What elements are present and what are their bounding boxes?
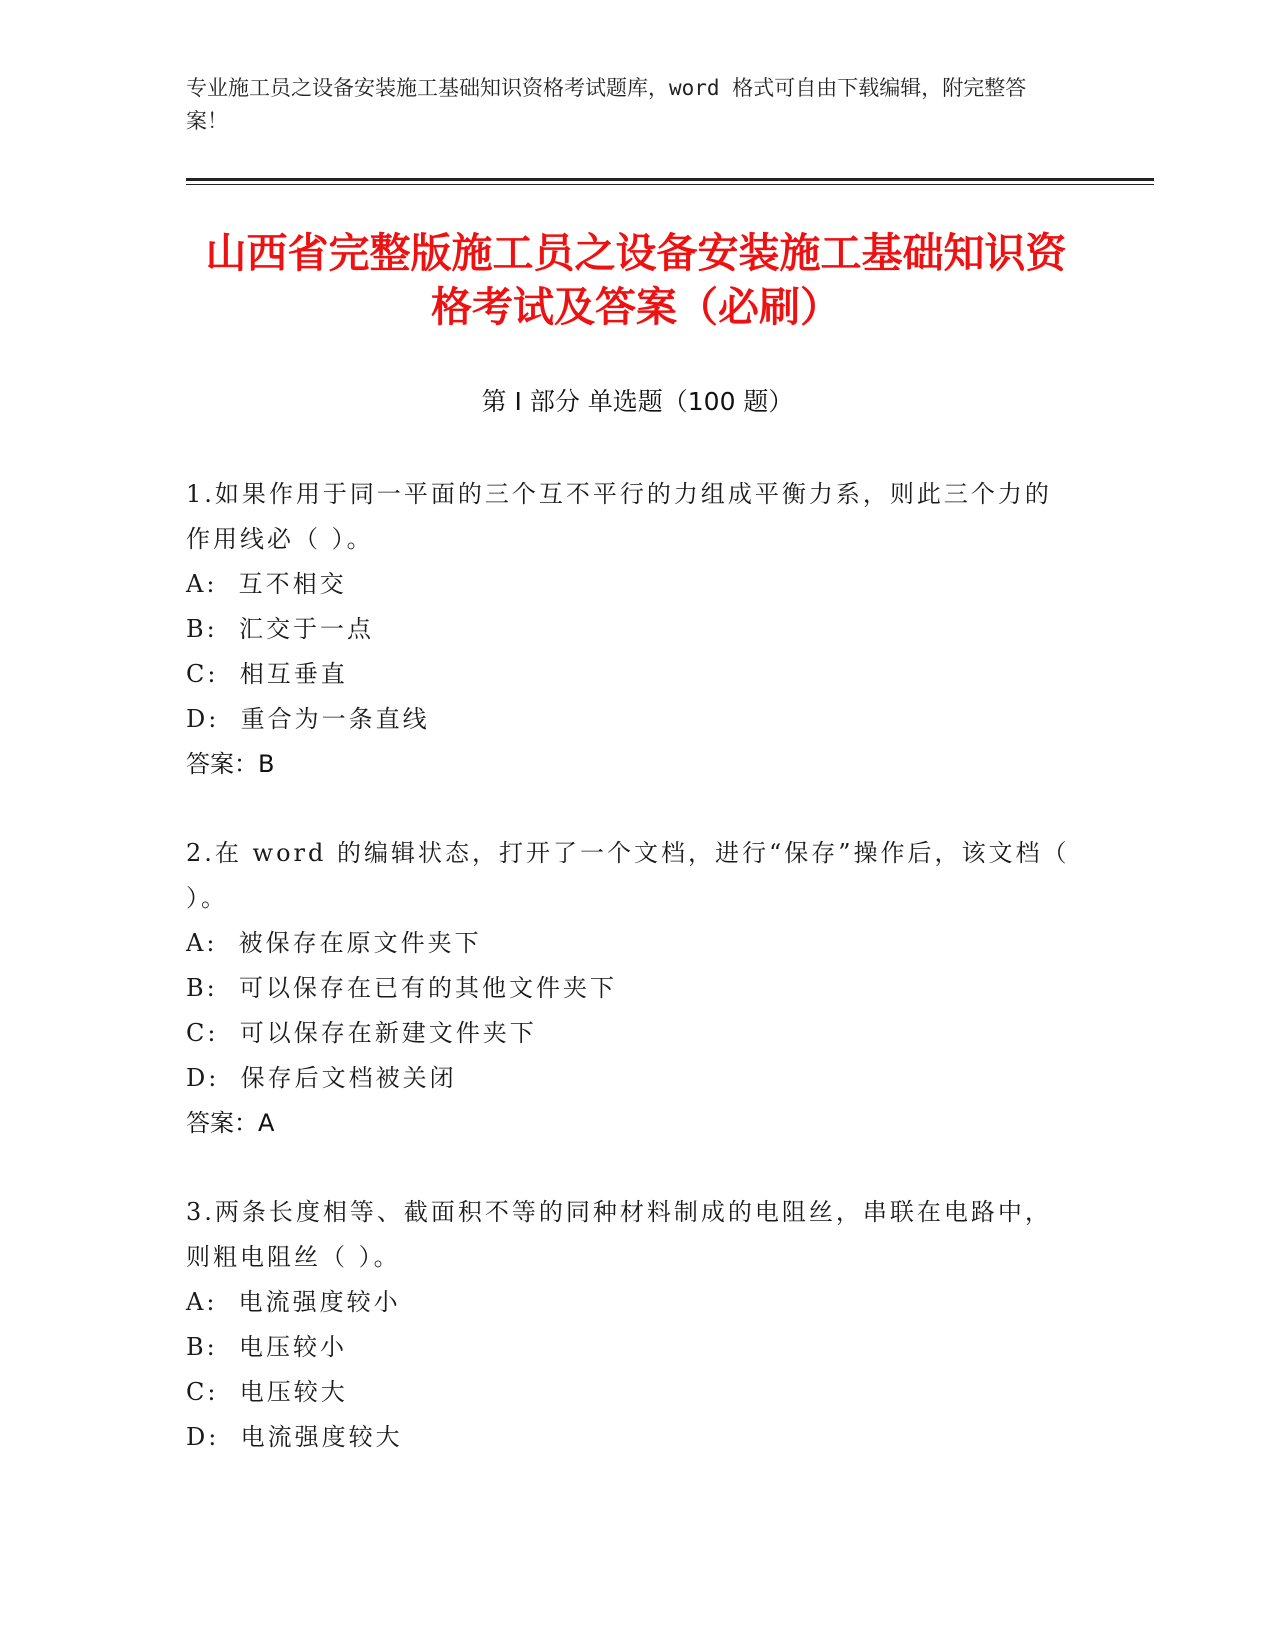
header-rule-thick — [186, 178, 1154, 181]
option-d: D: 保存后文档被关闭 — [186, 1064, 457, 1092]
header-rule-thin — [186, 184, 1154, 185]
option-c: C: 电压较大 — [186, 1378, 348, 1406]
question-3 — [186, 1190, 1076, 1460]
option-b: B: 电压较小 — [186, 1333, 347, 1361]
question-stem: 3.两条长度相等、截面积不等的同种材料制成的电阻丝，串联在电路中，则粗电阻丝（ ）。 — [186, 1198, 1052, 1271]
option-a: A: 被保存在原文件夹下 — [186, 929, 482, 957]
header-note: 专业施工员之设备安装施工基础知识资格考试题库，word 格式可自由下载编辑，附完整答案！ — [186, 76, 1027, 133]
option-d: D: 电流强度较大 — [186, 1423, 403, 1451]
option-c: C: 相互垂直 — [186, 660, 348, 688]
question-2 — [186, 831, 1076, 1146]
option-b: B: 可以保存在已有的其他文件夹下 — [186, 974, 617, 1002]
option-a: A: 互不相交 — [186, 570, 347, 598]
question-stem: 1.如果作用于同一平面的三个互不平行的力组成平衡力系，则此三个力的作用线必（ ）。 — [186, 480, 1052, 553]
question-list — [186, 472, 1076, 1504]
section-title: 第 I 部分 单选题（100 题） — [481, 387, 794, 416]
question-1 — [186, 472, 1076, 787]
answer-line: 答案：A — [186, 1109, 275, 1137]
answer-line: 答案：B — [186, 750, 275, 778]
option-c: C: 可以保存在新建文件夹下 — [186, 1019, 537, 1047]
question-stem: 2.在 word 的编辑状态，打开了一个文档，进行“保存”操作后，该文档（ ）。 — [186, 839, 1070, 912]
document-title: 山西省完整版施工员之设备安装施工基础知识资格考试及答案（必刷） — [205, 229, 1067, 331]
option-d: D: 重合为一条直线 — [186, 705, 430, 733]
option-a: A: 电流强度较小 — [186, 1288, 401, 1316]
option-b: B: 汇交于一点 — [186, 615, 374, 643]
